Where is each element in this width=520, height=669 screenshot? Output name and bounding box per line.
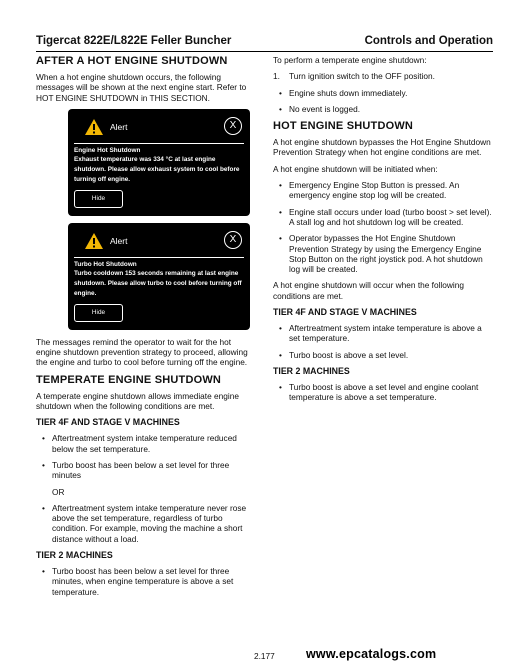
step-number: 1.: [273, 71, 280, 82]
left-column: [36, 55, 254, 603]
heading-tier2-left: TIER 2 MACHINES: [36, 550, 113, 561]
list-item: • No event is logged.: [273, 104, 495, 114]
hide-button[interactable]: Hide: [74, 304, 123, 322]
alert-engine-hot-shutdown: [68, 109, 250, 216]
watermark: www.epcatalogs.com: [306, 647, 437, 661]
paragraph-after-hot-shutdown: When a hot engine shutdown occurs, the following messages will be shown at the next engine start. Refer to HOT ENGINE SHUTDOWN in THIS SECTION.: [36, 72, 247, 103]
tier2-list-right: [273, 382, 495, 403]
paragraph-remind: The messages remind the operator to wait for the hot engine shutdown prevention strategy to proceed, allowing the engine and turbo to cool before turning off the engine.: [36, 336, 248, 368]
list-item: • Turbo boost is above a set level and engine coolant temperature is above a set temperature.: [273, 382, 495, 403]
list-item: • Engine stall occurs under load (turbo boost > set level). A stall log and hot shutdown log will be created.: [273, 207, 495, 228]
list-item: • Emergency Engine Stop Button is pressed. An emergency engine stop log will be created.: [273, 180, 495, 201]
warning-triangle-icon: [84, 118, 104, 136]
alert-header: [74, 117, 244, 137]
page-number: 2.177: [254, 651, 275, 661]
close-icon[interactable]: X: [224, 231, 242, 249]
alert-label: Alert: [110, 121, 128, 132]
tier2-list-left: [36, 566, 254, 597]
list-item: • Turbo boost has been below a set level for three minutes, when engine temperature is above a set temperature.: [36, 566, 254, 597]
right-column: [273, 55, 495, 409]
list-item: • Aftertreatment system intake temperature is above a set temperature.: [273, 323, 495, 344]
section-title: Controls and Operation: [364, 35, 493, 47]
hide-button[interactable]: Hide: [74, 190, 123, 208]
alert-message: Turbo cooldown 153 seconds remaining at last engine shutdown. Please allow turbo to cool before turning off engine.: [74, 269, 242, 297]
step-1: [273, 71, 495, 81]
heading-temperate-shutdown: TEMPERATE ENGINE SHUTDOWN: [36, 373, 222, 386]
list-item: • Aftertreatment system intake temperature never rose above the set temperature, regardless of turbo condition. For example, moving the machine a short distance without a load.: [36, 503, 254, 544]
document-title: Tigercat 822E/L822E Feller Buncher: [36, 35, 232, 47]
close-icon[interactable]: X: [224, 117, 242, 135]
alert-message: Exhaust temperature was 334 °C at last engine shutdown. Please allow exhaust system to cool before turning off engine.: [74, 155, 240, 183]
alert-header: [74, 231, 244, 251]
step-text: Turn ignition switch to the OFF position.: [289, 71, 435, 82]
alert-title: Engine Hot Shutdown: [74, 146, 141, 154]
heading-after-hot-shutdown: AFTER A HOT ENGINE SHUTDOWN: [36, 55, 228, 67]
header-divider: [36, 51, 493, 52]
step-results-list: [273, 88, 495, 115]
heading-tier4-right: TIER 4F AND STAGE V MACHINES: [273, 307, 417, 318]
heading-tier4-left: TIER 4F AND STAGE V MACHINES: [36, 417, 180, 428]
hot-shutdown-list: [273, 180, 495, 274]
alert-turbo-hot-shutdown: [68, 223, 250, 330]
tier4-list-left: [36, 433, 254, 480]
or-separator: OR: [52, 486, 65, 497]
paragraph-temperate: A temperate engine shutdown allows immediate engine shutdown when the following conditions are met.: [36, 390, 239, 412]
list-item: • Aftertreatment system intake temperature reduced below the set temperature.: [36, 433, 254, 454]
tier4-list-left-2: [36, 503, 254, 544]
alert-divider: [74, 143, 244, 144]
list-item: • Operator bypasses the Hot Engine Shutdown Prevention Strategy by using the Emergency Engine Stop Button on the right joystick pod. A hot shutdown log will be created.: [273, 233, 495, 274]
list-item: • Engine shuts down immediately.: [273, 88, 495, 98]
list-item: • Turbo boost is above a set level.: [273, 350, 495, 360]
alert-title: Turbo Hot Shutdown: [74, 260, 137, 268]
heading-tier2-right: TIER 2 MACHINES: [273, 365, 350, 376]
paragraph-hot-2: A hot engine shutdown will be initiated when:: [273, 163, 438, 174]
heading-hot-shutdown: HOT ENGINE SHUTDOWN: [273, 120, 414, 133]
tier4-list-right: [273, 323, 495, 360]
alert-divider: [74, 257, 244, 258]
paragraph-hot-3: A hot engine shutdown will occur when the following conditions are met.: [273, 280, 464, 301]
list-item: • Turbo boost has been below a set level for three minutes: [36, 460, 254, 481]
warning-triangle-icon: [84, 232, 104, 250]
alert-label: Alert: [110, 235, 128, 246]
paragraph-hot-1: A hot engine shutdown bypasses the Hot Engine Shutdown Prevention Strategy when hot engine conditions are met.: [273, 137, 491, 158]
paragraph-perform: To perform a temperate engine shutdown:: [273, 55, 427, 65]
